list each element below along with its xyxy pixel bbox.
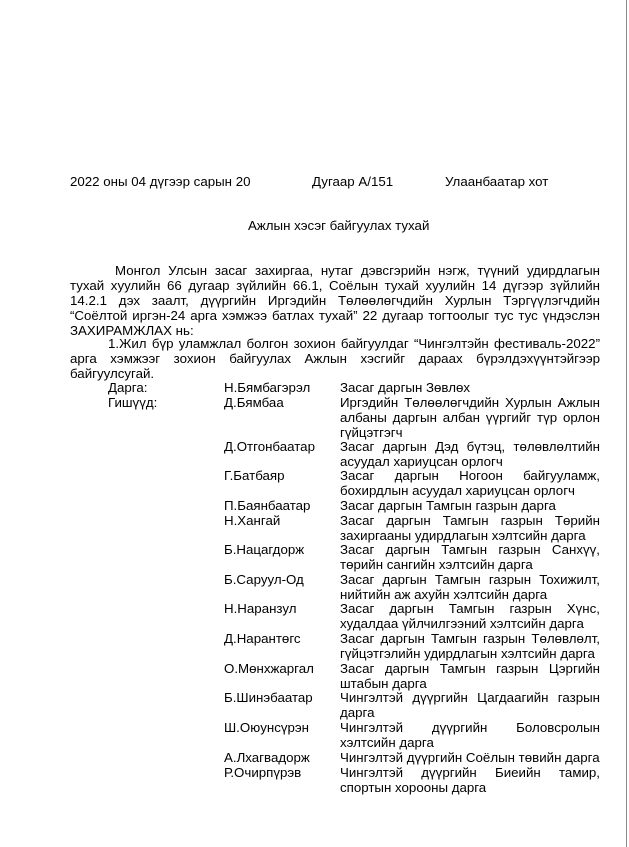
member-position: Засаг даргын Тамгын газрын Хүнс, худалдаа үйлчилгээний хэлтсийн дарга (340, 601, 600, 631)
clause-1-text: 1.Жил бүр уламжлал болгон зохион байгуулдаг “Чингэлтэйн фестиваль-2022” арга хэмжээг зохион байгуулах Ажлын хэсгийг дараах бүрэлдэхүүнтэйгээр байгуулсугай. (70, 336, 600, 381)
member-name: Н.Бямбагэрэл (224, 380, 311, 395)
member-position: Засаг даргын Тамгын газрын Цэргийн штабын дарга (340, 661, 600, 691)
member-position: Засаг даргын Дэд бүтэц, төлөвлөлтийн асуудал хариуцсан орлогч (340, 439, 600, 469)
member-position: Засаг даргын Ногоон байгууламж, бохирдлын асуудал хариуцсан орлогч (340, 468, 600, 498)
member-position: Чингэлтэй дүүргийн Цагдаагийн газрын дарга (340, 690, 600, 720)
member-name: Г.Батбаяр (224, 468, 285, 483)
member-name: Н.Хангай (224, 513, 281, 528)
page-edge (626, 0, 627, 847)
member-name: Д.Нарантөгс (224, 631, 301, 646)
member-name: О.Мөнхжаргал (224, 661, 314, 676)
member-name: Б.Нацагдорж (224, 542, 305, 557)
document-title: Ажлын хэсэг байгуулах тухай (248, 218, 430, 233)
document-number: Дугаар А/151 (312, 174, 394, 189)
member-position: Засаг даргын Тамгын газрын Төрийн захиргааны удирдлагын хэлтсийн дарга (340, 513, 600, 543)
member-position: Засаг даргын Зөвлөх (340, 380, 470, 395)
preamble-paragraph (70, 263, 600, 338)
member-position: Иргэдийн Төлөөлөгчдийн Хурлын Ажлын албаны даргын албан үүргийг түр орлон гүйцэтгэгч (340, 395, 600, 440)
member-name: Р.Очирпүрэв (224, 765, 302, 780)
clause-1-paragraph (70, 336, 600, 381)
member-name: А.Лхагвадорж (224, 750, 310, 765)
member-position: Засаг даргын Тамгын газрын Тохижилт, нийтийн аж ахуйн хэлтсийн дарга (340, 572, 600, 602)
member-position: Чингэлтэй дүүргийн Соёлын төвийн дарга (340, 750, 600, 765)
member-name: Б.Саруул-Од (224, 572, 304, 587)
member-position: Засаг даргын Тамгын газрын Төлөвлөлт, гүйцэтгэлийн удирдлагын хэлтсийн дарга (340, 631, 600, 661)
document-date: 2022 оны 04 дүгээр сарын 20 (70, 174, 251, 189)
role-chair-label: Дарга: (108, 380, 148, 395)
member-position: Засаг даргын Тамгын газрын Санхүү, төрийн сангийн хэлтсийн дарга (340, 542, 600, 572)
role-members-label: Гишүүд: (108, 395, 158, 410)
member-position: Чингэлтэй дүүргийн Боловсролын хэлтсийн дарга (340, 720, 600, 750)
preamble-text: Монгол Улсын засаг захиргаа, нутаг дэвсгэрийн нэгж, түүний удирдлагын тухай хуулийн 66 дугаар зүйлийн 66.1, Соёлын тухай хуулийн 14 дүгээр зүйлийн 14.2.1 дэх заалт, дүүргийн Иргэдийн Төлөөлөгчдийн Хурлын Тэргүүлэгчдийн “Соёлтой иргэн-24 арга хэмжээ батлах тухай” 22 дугаар тогтоолыг тус тус үндэслэн ЗАХИРАМЖЛАХ нь: (70, 263, 600, 338)
member-position: Засаг даргын Тамгын газрын дарга (340, 498, 556, 513)
member-name: Н.Наранзул (224, 601, 297, 616)
member-name: Д.Бямбаа (224, 395, 284, 410)
document-city: Улаанбаатар хот (445, 174, 549, 189)
member-name: Ш.Оюунсүрэн (224, 720, 310, 735)
member-name: Д.Отгонбаатар (224, 439, 315, 454)
member-name: Б.Шинэбаатар (224, 690, 313, 705)
member-name: П.Баянбаатар (224, 498, 311, 513)
member-position: Чингэлтэй дүүргийн Биеийн тамир, спортын хорооны дарга (340, 765, 600, 795)
